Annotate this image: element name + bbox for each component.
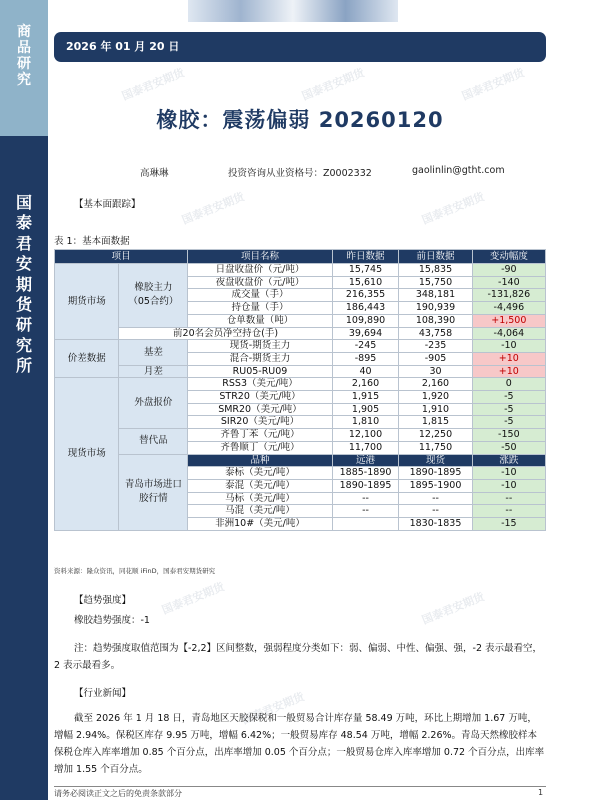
news-paragraph: 截至 2026 年 1 月 18 日，青岛地区天胶保税和一般贸易合计库存量 58.49 万吨，环比上期增加 1.67 万吨，增幅 2.94%。保税区库存 9.95 万吨，增幅 6.42%；一般贸易库存 48.54 万吨，增幅 2.26%。青岛天然橡胶样本保税仓库入库率增加 0.85 个百分点，出库率增加 0.05 个百分点；一般贸易仓库入库率增加 0.72 个百分点，出库率增加 1.55 个百分点。 xyxy=(54,713,545,775)
row-yesterday: 109,890 xyxy=(332,314,399,327)
group-qingdao-label2: 胶行情 xyxy=(139,493,168,505)
table-row xyxy=(55,365,546,378)
footer-disclaimer: 请务必阅读正文之后的免责条款部分 xyxy=(54,789,182,798)
row-change: 0 xyxy=(472,378,545,391)
row-far-port: -- xyxy=(332,492,399,505)
section-fundamentals: 【基本面跟踪】 xyxy=(74,199,141,210)
sidebar-top-char: 品 xyxy=(17,40,31,57)
sidebar-institute-label xyxy=(0,194,48,378)
sidebar-bottom-char: 所 xyxy=(15,356,32,376)
row-day-before: 15,835 xyxy=(399,264,472,277)
row-name: 泰混（美元/吨） xyxy=(188,479,332,492)
row-yesterday: 12,100 xyxy=(332,429,399,442)
row-name: 混合-期货主力 xyxy=(188,352,332,365)
row-name: SIR20（美元/吨） xyxy=(188,416,332,429)
row-day-before: 30 xyxy=(399,365,472,378)
group-basis: 基差 xyxy=(119,340,188,365)
row-name: RSS3（美元/吨） xyxy=(188,378,332,391)
row-spot: -- xyxy=(399,505,472,518)
group-rubber-contract: （05合约） xyxy=(128,296,179,308)
row-day-before: 12,250 xyxy=(399,429,472,442)
row-far-port xyxy=(332,518,399,531)
sidebar-bottom-char: 研 xyxy=(15,315,32,335)
table-row xyxy=(55,429,546,442)
author-email[interactable]: gaolinlin@gtht.com xyxy=(412,165,505,176)
trend-strength: 橡胶趋势强度：-1 xyxy=(74,615,150,626)
watermark: 国泰君安期货 xyxy=(420,590,487,627)
row-name: 持仓量（手） xyxy=(188,302,332,315)
section-trend: 【趋势强度】 xyxy=(74,595,132,606)
row-yesterday: 15,745 xyxy=(332,264,399,277)
row-day-before: 1,910 xyxy=(399,403,472,416)
row-day-before: -235 xyxy=(399,340,472,353)
table-row xyxy=(55,378,546,391)
row-name: 仓单数量（吨） xyxy=(188,314,332,327)
table-header-row xyxy=(55,250,546,264)
row-name: 齐鲁丁苯（元/吨） xyxy=(188,429,332,442)
row-far-port: 1890-1895 xyxy=(332,479,399,492)
row-change: -15 xyxy=(472,518,545,531)
row-name: 马标（美元/吨） xyxy=(188,492,332,505)
row-day-before: -905 xyxy=(399,352,472,365)
group-overseas: 外盘报价 xyxy=(119,378,188,429)
row-day-before: 11,750 xyxy=(399,441,472,454)
row-yesterday: 11,700 xyxy=(332,441,399,454)
row-name: 夜盘收盘价（元/吨） xyxy=(188,276,332,289)
row-spot: 1895-1900 xyxy=(399,479,472,492)
watermark: 国泰君安期货 xyxy=(420,190,487,227)
watermark: 国泰君安期货 xyxy=(120,66,187,103)
row-name: 马混（美元/吨） xyxy=(188,505,332,518)
page-number: 1 xyxy=(538,788,544,797)
row-day-before: 348,181 xyxy=(399,289,472,302)
watermark: 国泰君安期货 xyxy=(240,690,307,727)
row-far-port: 1885-1890 xyxy=(332,467,399,480)
row-yesterday: -245 xyxy=(332,340,399,353)
group-rubber-main xyxy=(119,264,188,328)
row-day-before: 1,815 xyxy=(399,416,472,429)
row-change: -140 xyxy=(472,276,545,289)
trend-note: 注：趋势强度取值范围为【-2,2】区间整数，强弱程度分类如下：弱、偏弱、中性、偏强、强，-2 表示最看空，2 表示最看多。 xyxy=(54,643,543,671)
row-name: SMR20（美元/吨） xyxy=(188,403,332,416)
report-title: 橡胶：震荡偏弱 20260120 xyxy=(156,108,444,132)
row-day-before: 108,390 xyxy=(399,314,472,327)
sidebar-bottom-char: 货 xyxy=(15,294,32,314)
qingdao-header-spot: 现货 xyxy=(399,454,472,467)
table-row xyxy=(55,264,546,277)
row-change: +10 xyxy=(472,352,545,365)
sidebar-bottom-char: 君 xyxy=(15,233,32,253)
group-substitute: 替代品 xyxy=(119,429,188,454)
row-change: -50 xyxy=(472,441,545,454)
row-change: -150 xyxy=(472,429,545,442)
row-change: +10 xyxy=(472,365,545,378)
row-day-before: 1,920 xyxy=(399,391,472,404)
table-row xyxy=(55,340,546,353)
sidebar-bottom-char: 安 xyxy=(15,254,32,274)
row-name: STR20（美元/吨） xyxy=(188,391,332,404)
group-qingdao xyxy=(119,454,188,530)
row-name: 非洲10#（美元/吨） xyxy=(188,518,332,531)
row-far-port: -- xyxy=(332,505,399,518)
row-spot: -- xyxy=(399,492,472,505)
row-yesterday: -895 xyxy=(332,352,399,365)
row-name: 泰标（美元/吨） xyxy=(188,467,332,480)
qingdao-header-change: 涨跌 xyxy=(472,454,545,467)
sidebar-category-label xyxy=(0,24,48,88)
table-row xyxy=(55,454,546,467)
header-decoration xyxy=(188,0,398,22)
row-change: -10 xyxy=(472,479,545,492)
row-name: 前20名会员净空持仓(手) xyxy=(119,327,332,340)
sidebar-institute xyxy=(0,136,48,800)
watermark: 国泰君安期货 xyxy=(300,66,367,103)
row-day-before: 15,750 xyxy=(399,276,472,289)
row-change: -5 xyxy=(472,403,545,416)
table-caption: 表 1：基本面数据 xyxy=(54,236,130,247)
qingdao-header-far-port: 远港 xyxy=(332,454,399,467)
row-change: -4,496 xyxy=(472,302,545,315)
group-qingdao-label: 青岛市场进口 xyxy=(124,479,182,491)
row-yesterday: 1,915 xyxy=(332,391,399,404)
qingdao-header-variety: 品种 xyxy=(188,454,332,467)
header-change: 变动幅度 xyxy=(472,250,545,264)
row-change: -4,064 xyxy=(472,327,545,340)
header-day-before: 前日数据 xyxy=(399,250,472,264)
report-date: 2026 年 01 月 20 日 xyxy=(66,40,180,53)
sidebar-top-char: 研 xyxy=(17,56,31,73)
row-change: -- xyxy=(472,492,545,505)
row-yesterday: 1,905 xyxy=(332,403,399,416)
footer-divider xyxy=(54,786,546,787)
row-yesterday: 186,443 xyxy=(332,302,399,315)
row-yesterday: 2,160 xyxy=(332,378,399,391)
row-yesterday: 1,810 xyxy=(332,416,399,429)
header-item: 项目 xyxy=(55,250,188,264)
sidebar-bottom-char: 泰 xyxy=(15,213,32,233)
qualification-number: 投资咨询从业资格号：Z0002332 xyxy=(228,168,372,179)
row-day-before: 190,939 xyxy=(399,302,472,315)
sidebar-bottom-char: 期 xyxy=(15,274,32,294)
watermark: 国泰君安期货 xyxy=(160,580,227,617)
sidebar-top-char: 商 xyxy=(17,24,31,40)
row-change: -90 xyxy=(472,264,545,277)
sidebar xyxy=(0,0,48,800)
fundamentals-table xyxy=(54,249,546,531)
row-spot: 1830-1835 xyxy=(399,518,472,531)
watermark: 国泰君安期货 xyxy=(180,190,247,227)
header-item-name: 项目名称 xyxy=(188,250,332,264)
row-change: -10 xyxy=(472,340,545,353)
row-name: 齐鲁顺丁（元/吨） xyxy=(188,441,332,454)
row-change: -131,826 xyxy=(472,289,545,302)
header-yesterday: 昨日数据 xyxy=(332,250,399,264)
sidebar-category xyxy=(0,0,48,136)
row-day-before: 2,160 xyxy=(399,378,472,391)
date-bar xyxy=(54,32,546,62)
row-yesterday: 15,610 xyxy=(332,276,399,289)
author-name: 高琳琳 xyxy=(140,168,169,179)
group-month-spread: 月差 xyxy=(119,365,188,378)
group-rubber-main-label: 橡胶主力 xyxy=(134,282,173,294)
data-source: 资料来源：隆众资讯，同花顺 iFinD，国泰君安期货研究 xyxy=(54,567,216,575)
row-change: -- xyxy=(472,505,545,518)
group-spot: 现货市场 xyxy=(55,378,119,530)
sidebar-top-char: 究 xyxy=(17,72,31,89)
row-name: 现货-期货主力 xyxy=(188,340,332,353)
table-row xyxy=(55,327,546,340)
watermark: 国泰君安期货 xyxy=(460,66,527,103)
group-futures: 期货市场 xyxy=(55,264,119,340)
row-day-before: 43,758 xyxy=(399,327,472,340)
row-change: -5 xyxy=(472,391,545,404)
row-name: 成交量（手） xyxy=(188,289,332,302)
group-spread: 价差数据 xyxy=(55,340,119,378)
row-change: +1,500 xyxy=(472,314,545,327)
sidebar-bottom-char: 国 xyxy=(15,193,32,212)
row-yesterday: 39,694 xyxy=(332,327,399,340)
row-change: -5 xyxy=(472,416,545,429)
row-yesterday: 216,355 xyxy=(332,289,399,302)
row-yesterday: 40 xyxy=(332,365,399,378)
section-news: 【行业新闻】 xyxy=(74,688,132,699)
sidebar-bottom-char: 究 xyxy=(15,335,32,355)
row-name: RU05-RU09 xyxy=(188,365,332,378)
row-spot: 1890-1895 xyxy=(399,467,472,480)
row-change: -10 xyxy=(472,467,545,480)
row-name: 日盘收盘价（元/吨） xyxy=(188,264,332,277)
